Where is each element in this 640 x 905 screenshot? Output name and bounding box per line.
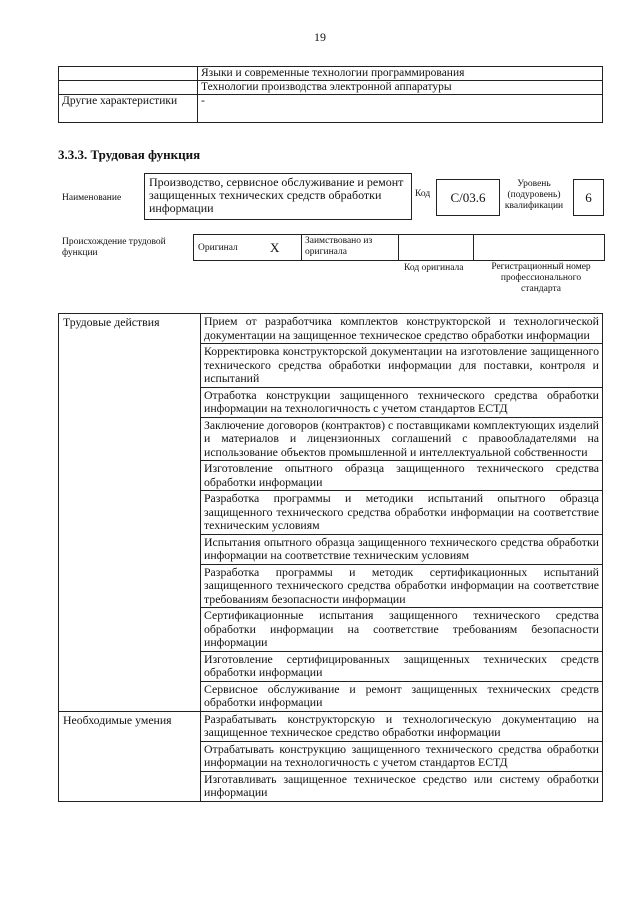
code-value: С/03.6 [450,190,486,205]
divider [398,235,399,260]
table-cell: - [198,95,603,123]
original-label: Оригинал [198,243,238,253]
table-cell: Изготовление сертифицированных защищенных технических средств обработки информации [201,651,603,681]
table-row [59,67,603,81]
level-value: 6 [585,190,592,205]
reg-number-label: Регистрационный номер профессионального стандарта [491,262,591,294]
borrowed-label: Заимствовано из оригинала [305,236,373,257]
function-name-box [144,173,412,220]
table-cell: Отработка конструкции защищенного технического средства обработки информации на технологичность с учетом стандартов ЕСТД [201,387,603,417]
level-label: Уровень (подуровень) квалификации [504,179,564,211]
table-cell: Технологии производства электронной аппаратуры [198,81,603,95]
table-row [59,81,603,95]
code-original-label: Код оригинала [404,263,464,273]
table-cell: Разработка программы и методики испытаний опытного образца защищенного технического средства обработки информации на соответствие техническим условиям [201,491,603,535]
table-cell: Сертификационные испытания защищенного технического средства обработки информации на соответствие требованиям безопасности информации [201,608,603,652]
level-box [573,179,604,216]
table-cell: Заключение договоров (контрактов) с поставщиками комплектующих изделий и материалов и лицензионных соглашений с правообладателями на использование объектов промышленной и интеллектуальной собственности [201,417,603,461]
table-cell: Разрабатывать конструкторскую и технологическую документацию на защищенное техническое средство обработки информации [201,711,603,741]
top-table [58,66,603,123]
table-cell: Языки и современные технологии программирования [198,67,603,81]
origin-label: Происхождение трудовой функции [62,237,166,258]
function-name: Производство, сервисное обслуживание и ремонт защищенных технических средств обработки информации [149,175,404,215]
code-box [436,179,500,216]
table-cell: Изготовление опытного образца защищенного технического средства обработки информации [201,461,603,491]
original-mark: X [270,240,280,255]
table-row [59,314,603,344]
table-row [59,711,603,741]
page-number: 19 [314,30,326,44]
name-label: Наименование [62,193,122,203]
table-cell [59,81,198,95]
group-label: Необходимые умения [59,711,201,801]
table-cell: Сервисное обслуживание и ремонт защищенных технических средств обработки информации [201,681,603,711]
code-label: Код [415,189,431,199]
table-row [59,95,603,123]
origin-table [193,234,605,261]
divider [301,235,302,260]
table-cell: Изготавливать защищенное техническое средство или систему обработки информации [201,771,603,801]
main-table [58,313,603,802]
section-title: 3.3.3. Трудовая функция [58,147,201,162]
table-cell: Другие характеристики [59,95,198,123]
table-cell: Отрабатывать конструкцию защищенного технического средства обработки информации на технологичность с учетом стандартов ЕСТД [201,741,603,771]
divider [473,235,474,260]
table-cell: Испытания опытного образца защищенного технического средства обработки информации на соответствие техническим условиям [201,534,603,564]
group-label: Трудовые действия [59,314,201,712]
table-cell: Корректировка конструкторской документации на изготовление защищенного технического средства обработки информации для поставки, контроля и испытаний [201,344,603,388]
table-cell: Разработка программы и методик сертификационных испытаний защищенного технического средства обработки информации на соответствие требованиям безопасности информации [201,564,603,608]
table-cell [59,67,198,81]
table-cell: Прием от разработчика комплектов конструкторской и технологической документации на защищенное техническое средство обработки информации [201,314,603,344]
